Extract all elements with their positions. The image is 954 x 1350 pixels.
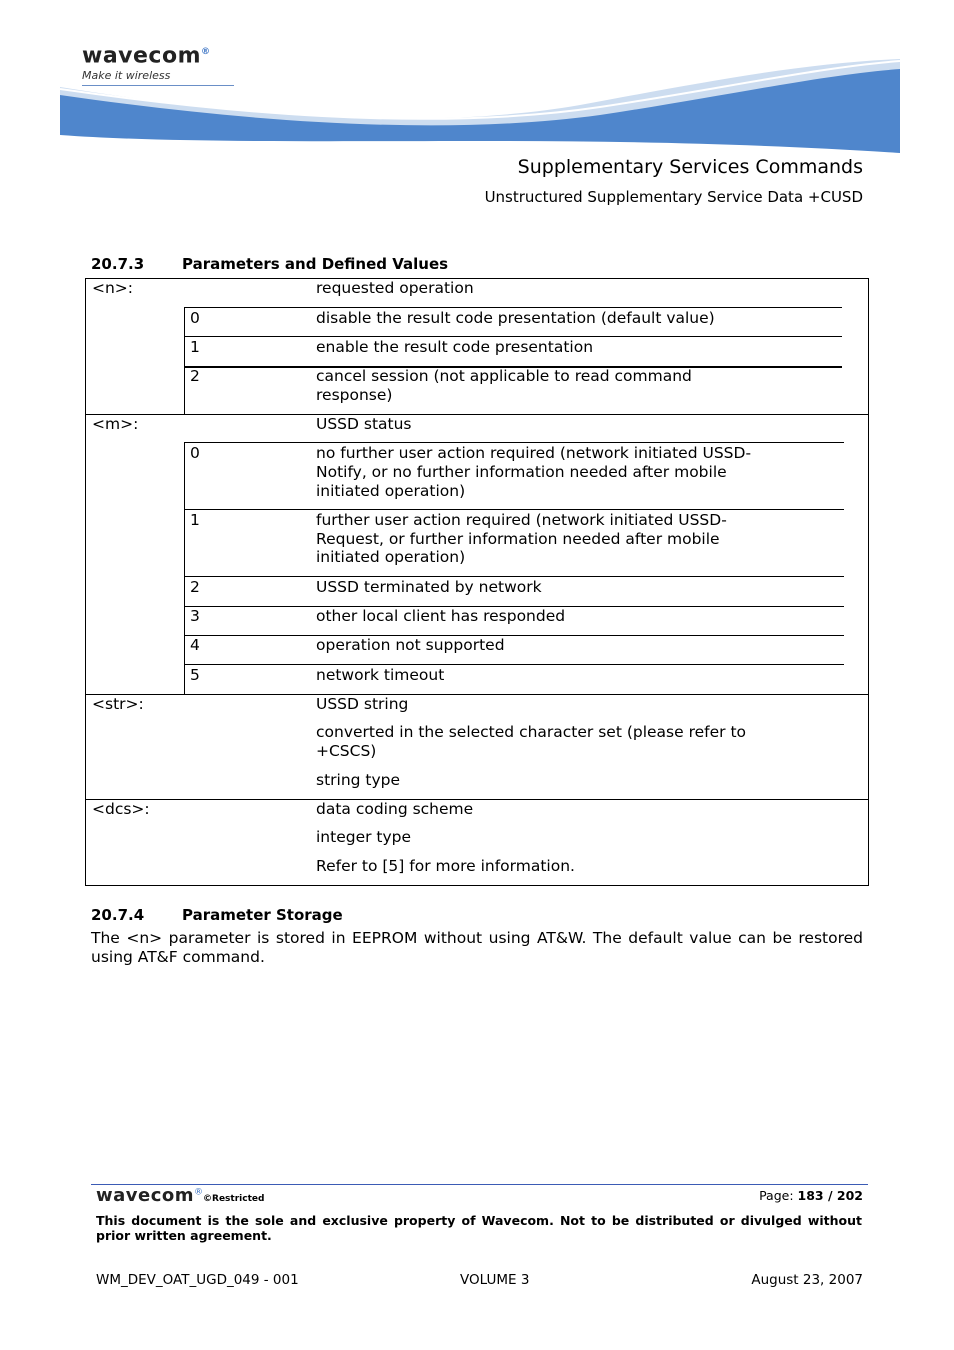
property-notice: This document is the sole and exclusive property of Wavecom. Not to be distributed or divulged without prior written agreement. <box>96 1213 862 1243</box>
param-m-text: operation not supported <box>316 636 505 654</box>
heading-parameters <box>91 255 448 273</box>
heading-parameter-storage <box>91 906 343 924</box>
param-m-text: further user action required (network initiated USSD- <box>316 511 727 529</box>
registered-mark: ® <box>194 1187 204 1198</box>
chapter-title: Supplementary Services Commands <box>517 156 863 178</box>
param-dcs-line: Refer to [5] for more information. <box>316 857 575 875</box>
param-str-line: +CSCS) <box>316 742 377 760</box>
param-n-text: disable the result code presentation (default value) <box>316 309 715 327</box>
param-m-value: 0 <box>190 444 200 462</box>
volume-label: VOLUME 3 <box>460 1272 530 1288</box>
param-m-value: 2 <box>190 578 200 596</box>
logo-wordmark: wavecom <box>82 43 202 69</box>
param-m-text: initiated operation) <box>316 548 466 566</box>
storage-paragraph: The <n> parameter is stored in EEPROM without using AT&W. The default value can be restored using AT&F command. <box>91 929 863 966</box>
param-dcs-line: data coding scheme <box>316 800 474 818</box>
param-m-text: other local client has responded <box>316 607 566 625</box>
section-title: Unstructured Supplementary Service Data +CUSD <box>484 188 863 206</box>
param-str-name: <str>: <box>92 695 144 713</box>
param-m-value: 5 <box>190 666 200 684</box>
param-n-value: 1 <box>190 338 200 356</box>
param-n-name: <n>: <box>92 279 134 297</box>
param-n-text: cancel session (not applicable to read command <box>316 367 692 385</box>
param-m-value: 1 <box>190 511 200 529</box>
param-m-text: no further user action required (network initiated USSD- <box>316 444 752 462</box>
heading-title: Parameters and Defined Values <box>182 255 449 273</box>
param-str-line: string type <box>316 771 401 789</box>
param-str-line: USSD string <box>316 695 409 713</box>
footer-divider <box>91 1184 868 1185</box>
document-date: August 23, 2007 <box>751 1272 863 1288</box>
param-dcs-line: integer type <box>316 828 412 846</box>
restricted-label: ©Restricted <box>203 1194 265 1204</box>
header-wave-banner <box>60 55 900 155</box>
parameters-table <box>85 278 869 886</box>
registered-mark: ® <box>201 47 211 57</box>
param-m-text: USSD terminated by network <box>316 578 542 596</box>
heading-number: 20.7.3 <box>91 255 145 273</box>
param-dcs-name: <dcs>: <box>92 800 150 818</box>
param-m-desc: USSD status <box>316 415 412 433</box>
param-m-text: Request, or further information needed after mobile <box>316 530 720 548</box>
param-m-value: 3 <box>190 607 200 625</box>
heading-number: 20.7.4 <box>91 906 145 924</box>
param-n-text: enable the result code presentation <box>316 338 594 356</box>
param-m-value: 4 <box>190 636 200 654</box>
param-n-desc: requested operation <box>316 279 474 297</box>
param-m-text: Notify, or no further information needed after mobile <box>316 463 727 481</box>
param-n-value: 2 <box>190 367 200 385</box>
logo-tagline: Make it wireless <box>82 69 234 86</box>
param-n-value: 0 <box>190 309 200 327</box>
param-str-line: converted in the selected character set (please refer to <box>316 723 747 741</box>
footer-logo-wordmark: wavecom <box>96 1185 195 1206</box>
param-m-name: <m>: <box>92 415 139 433</box>
param-n-text: response) <box>316 386 393 404</box>
param-m-text: initiated operation) <box>316 482 466 500</box>
param-m-text: network timeout <box>316 666 445 684</box>
page-number: Page: 183 / 202 <box>759 1188 863 1203</box>
document-id: WM_DEV_OAT_UGD_049 - 001 <box>96 1272 299 1288</box>
footer-logo <box>96 1186 264 1206</box>
heading-title: Parameter Storage <box>182 906 343 924</box>
